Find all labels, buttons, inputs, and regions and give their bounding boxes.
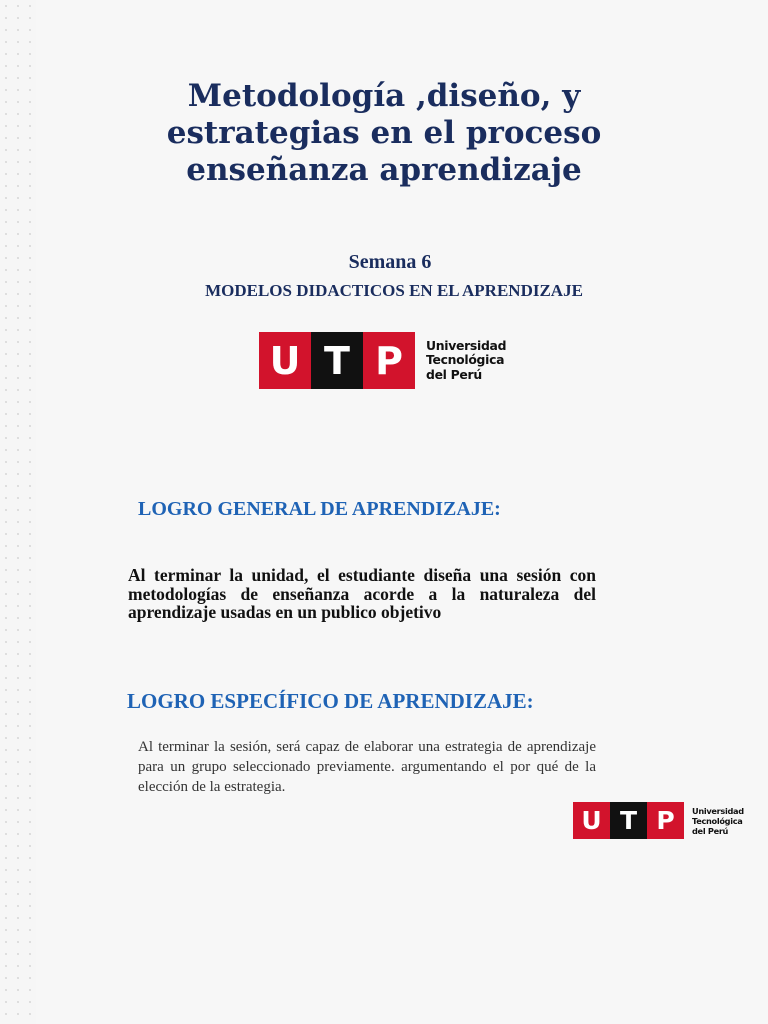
logo-small-name-line-1: Universidad: [692, 805, 744, 816]
logo-name-line-2: Tecnológica: [426, 352, 505, 368]
utp-logo-small: [573, 802, 744, 839]
logo-letter-u: U: [259, 332, 311, 389]
logo-letter-p: P: [363, 332, 415, 389]
logo-small-letter-t: T: [610, 802, 647, 839]
general-objective-heading: LOGRO GENERAL DE APRENDIZAJE:: [138, 498, 501, 520]
logo-university-name: [426, 339, 506, 383]
logo-small-name-line-2: Tecnológica: [692, 815, 743, 826]
logo-small-letter-u: U: [573, 802, 610, 839]
session-subtitle: MODELOS DIDACTICOS EN EL APRENDIZAJE: [205, 281, 583, 300]
logo-small-university-name: [692, 806, 744, 836]
logo-name-line-1: Universidad: [426, 337, 507, 353]
title-line-2: estrategias en el proceso: [166, 115, 602, 151]
page-title: [0, 78, 768, 189]
specific-objective-heading: LOGRO ESPECÍFICO DE APRENDIZAJE:: [127, 689, 534, 713]
specific-objective-text: Al terminar la sesión, será capaz de elaborar una estrategia de aprendizaje para un grupo seleccionado previamente. argumentando el por qué de la elección de la estrategia.: [138, 739, 596, 795]
general-objective-text: Al terminar la unidad, el estudiante diseña una sesión con metodologías de enseñanza acorde a la naturaleza del aprendizaje usadas en un publico objetivo: [128, 565, 596, 622]
logo-letter-t: T: [311, 332, 363, 389]
logo-small-name-line-3: del Perú: [692, 825, 729, 836]
title-line-1: Metodología ,diseño, y: [187, 78, 581, 114]
title-line-3: enseñanza aprendizaje: [186, 152, 582, 188]
utp-logo-small-mark: [573, 802, 684, 839]
utp-logo-mark: [259, 332, 415, 389]
utp-logo: [259, 332, 506, 389]
week-label: Semana 6: [348, 251, 432, 273]
logo-name-line-3: del Perú: [426, 366, 482, 382]
logo-small-letter-p: P: [647, 802, 684, 839]
